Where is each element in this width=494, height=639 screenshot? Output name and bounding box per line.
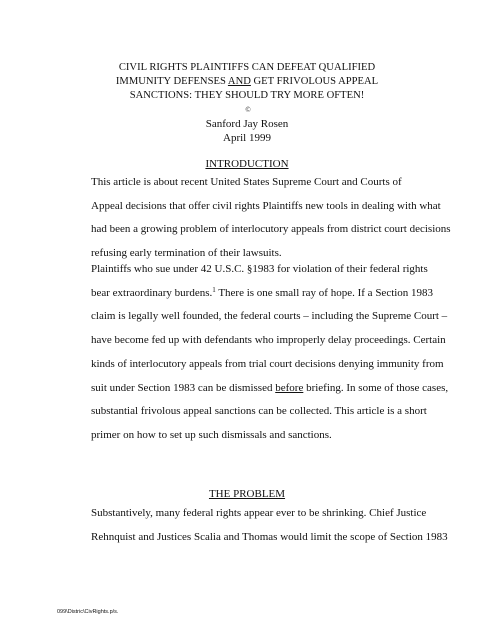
paragraph-line [57,377,449,401]
paragraph-line: substantial frivolous appeal sanctions can be collected. This article is a short [91,405,427,418]
section-heading-the-problem: THE PROBLEM [208,488,286,500]
paragraph-line: kinds of interlocutory appeals from trial court decisions denying immunity from [91,357,444,370]
title-segment: GET FRIVOLOUS APPEAL [253,76,379,87]
document-date: April 1999 [223,132,271,144]
copyright-mark: © [245,106,251,114]
paragraph-line: refusing early termination of their lawsuits. [91,247,282,260]
paragraph-line: have become fed up with defendants who improperly delay proceedings. Certain [91,334,446,347]
paragraph-line: primer on how to set up such dismissals and sanctions. [91,428,332,441]
text-segment: suit under Section 1983 can be dismissed [91,381,276,394]
paragraph-line: Rehnquist and Justices Scalia and Thomas would limit the scope of Section 1983 [91,530,448,543]
author-name: Sanford Jay Rosen [205,118,289,130]
title-segment: IMMUNITY DEFENSES [115,76,226,87]
paragraph-line: Plaintiffs who sue under 42 U.S.C. §1983 for violation of their federal rights [91,263,428,275]
text-segment: bear extraordinary burdens. [91,286,213,299]
paragraph-line: had been a growing problem of interlocutory appeals from district court decisions [91,223,451,236]
footnote-reference[interactable]: 1 [212,285,216,294]
paragraph-line: claim is legally well founded, the federal courts – including the Supreme Court – [91,310,448,323]
text-segment: There is one small ray of hope. If a Section 1983 [215,286,434,299]
paragraph-line: Substantively, many federal rights appear ever to be shrinking. Chief Justice [91,507,427,519]
footer-file-path: 099\Distric\CivRights.p/s. [57,609,119,615]
title-line: CIVIL RIGHTS PLAINTIFFS CAN DEFEAT QUALIFIED [118,62,376,73]
text-segment: briefing. In some of those cases, [303,381,449,394]
title-underlined-word: AND [227,76,251,87]
paragraph [57,258,449,448]
title-line [60,75,434,89]
underlined-word: before [275,381,304,394]
paragraph-line: This article is about recent United States Supreme Court and Courts of [91,176,402,188]
paragraph [57,502,448,549]
paragraph-line: Appeal decisions that offer civil rights Plaintiffs new tools in dealing with what [91,199,441,212]
section-heading-introduction: INTRODUCTION [205,158,289,170]
paragraph-line [57,282,443,306]
paragraph [57,171,451,266]
document-title [60,61,434,103]
title-line: SANCTIONS: THEY SHOULD TRY MORE OFTEN! [129,90,365,101]
